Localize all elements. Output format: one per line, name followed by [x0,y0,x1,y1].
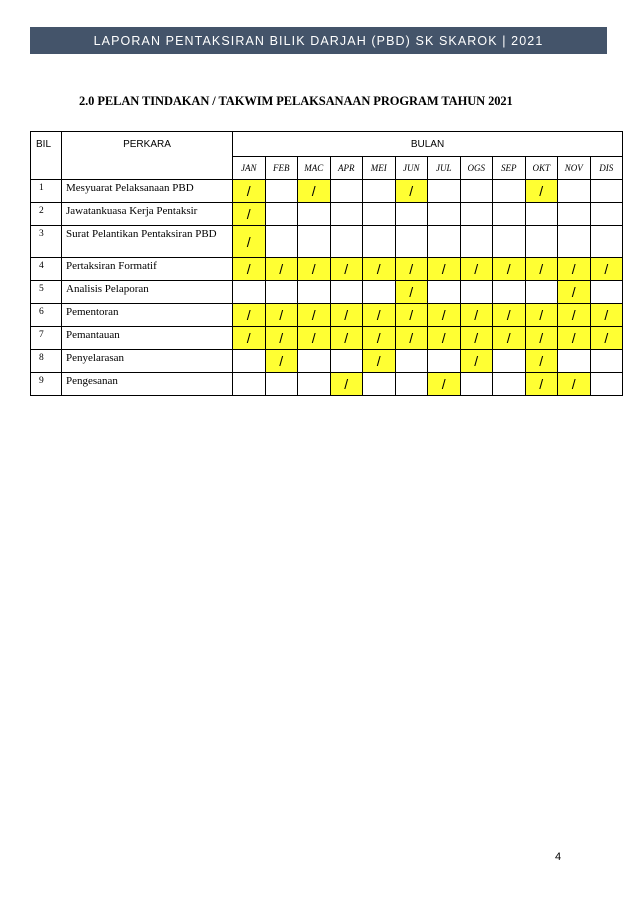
table-row [31,226,623,258]
slash-mark: / [409,183,414,199]
slash-mark: / [376,353,381,369]
month-empty-cell [233,373,266,396]
slash-mark: / [571,261,576,277]
slash-mark: / [376,330,381,346]
month-empty-cell [428,226,461,258]
month-empty-cell [590,226,623,258]
month-empty-cell [363,180,396,203]
month-mark-cell [233,180,266,203]
month-mark-cell [298,180,331,203]
section-title: 2.0 PELAN TINDAKAN / TAKWIM PELAKSANAAN PROGRAM TAHUN 2021 [79,94,513,108]
month-header: MEI [363,157,396,180]
month-empty-cell [363,281,396,304]
month-mark-cell [395,180,428,203]
month-mark-cell [395,258,428,281]
slash-mark: / [279,261,284,277]
slash-mark: / [441,307,446,323]
month-empty-cell [330,180,363,203]
row-number: 7 [31,327,62,350]
table-row [31,327,623,350]
month-empty-cell [460,180,493,203]
month-mark-cell [590,327,623,350]
month-mark-cell [298,304,331,327]
slash-mark: / [506,330,511,346]
month-mark-cell [558,373,591,396]
month-mark-cell [233,203,266,226]
row-number: 9 [31,373,62,396]
month-empty-cell [558,180,591,203]
slash-mark: / [441,261,446,277]
month-mark-cell [493,327,526,350]
month-empty-cell [493,203,526,226]
activity-name: Pengesanan [62,373,233,396]
month-header: APR [330,157,363,180]
month-empty-cell [330,203,363,226]
month-empty-cell [460,203,493,226]
month-empty-cell [460,373,493,396]
month-mark-cell [265,350,298,373]
slash-mark: / [311,183,316,199]
month-mark-cell [395,304,428,327]
slash-mark: / [246,261,251,277]
slash-mark: / [246,233,251,250]
month-empty-cell [395,203,428,226]
slash-mark: / [539,330,544,346]
slash-mark: / [409,330,414,346]
month-empty-cell [265,281,298,304]
month-empty-cell [590,373,623,396]
slash-mark: / [571,307,576,323]
month-empty-cell [590,203,623,226]
month-mark-cell [460,350,493,373]
month-empty-cell [428,180,461,203]
month-mark-cell [558,258,591,281]
month-header: JUN [395,157,428,180]
month-mark-cell [558,281,591,304]
slash-mark: / [539,261,544,277]
month-mark-cell [428,327,461,350]
month-empty-cell [330,281,363,304]
month-mark-cell [363,350,396,373]
slash-mark: / [506,261,511,277]
month-empty-cell [493,180,526,203]
month-empty-cell [590,180,623,203]
slash-mark: / [571,284,576,300]
table-row [31,180,623,203]
month-empty-cell [590,350,623,373]
slash-mark: / [279,353,284,369]
slash-mark: / [376,307,381,323]
month-empty-cell [363,226,396,258]
month-mark-cell [525,258,558,281]
month-empty-cell [363,373,396,396]
month-mark-cell [298,258,331,281]
month-empty-cell [395,350,428,373]
month-mark-cell [525,350,558,373]
slash-mark: / [604,330,609,346]
month-empty-cell [298,203,331,226]
slash-mark: / [571,330,576,346]
month-mark-cell [525,373,558,396]
month-mark-cell [525,327,558,350]
slash-mark: / [279,330,284,346]
month-empty-cell [590,281,623,304]
month-mark-cell [460,327,493,350]
slash-mark: / [539,183,544,199]
month-empty-cell [298,350,331,373]
slash-mark: / [474,353,479,369]
slash-mark: / [344,330,349,346]
month-empty-cell [558,203,591,226]
month-empty-cell [428,281,461,304]
month-empty-cell [298,373,331,396]
slash-mark: / [344,261,349,277]
month-empty-cell [525,203,558,226]
month-empty-cell [493,373,526,396]
month-header: OGS [460,157,493,180]
slash-mark: / [246,330,251,346]
month-mark-cell [395,327,428,350]
slash-mark: / [246,206,251,222]
slash-mark: / [539,353,544,369]
table-header-row [31,132,623,157]
month-empty-cell [330,226,363,258]
month-empty-cell [460,226,493,258]
table-row [31,304,623,327]
month-empty-cell [525,226,558,258]
month-empty-cell [330,350,363,373]
slash-mark: / [376,261,381,277]
month-header: FEB [265,157,298,180]
month-empty-cell [493,350,526,373]
month-empty-cell [395,373,428,396]
slash-mark: / [539,307,544,323]
month-mark-cell [460,258,493,281]
slash-mark: / [409,284,414,300]
table-row [31,373,623,396]
activity-name: Pertaksiran Formatif [62,258,233,281]
month-header: JAN [233,157,266,180]
month-mark-cell [298,327,331,350]
month-empty-cell [493,226,526,258]
slash-mark: / [474,330,479,346]
month-mark-cell [330,304,363,327]
month-empty-cell [363,203,396,226]
row-number: 4 [31,258,62,281]
slash-mark: / [409,307,414,323]
activity-name: Analisis Pelaporan [62,281,233,304]
month-mark-cell [395,281,428,304]
month-header: SEP [493,157,526,180]
month-empty-cell [493,281,526,304]
column-header-bil: BIL [31,132,62,180]
month-header: NOV [558,157,591,180]
month-mark-cell [330,373,363,396]
month-mark-cell [265,258,298,281]
month-mark-cell [233,258,266,281]
table-body [31,180,623,396]
row-number: 6 [31,304,62,327]
slash-mark: / [311,307,316,323]
month-empty-cell [265,203,298,226]
slash-mark: / [311,330,316,346]
month-mark-cell [330,327,363,350]
month-mark-cell [493,304,526,327]
month-mark-cell [363,327,396,350]
month-mark-cell [590,304,623,327]
month-mark-cell [590,258,623,281]
table-row [31,281,623,304]
slash-mark: / [474,261,479,277]
month-empty-cell [395,226,428,258]
activity-name: Jawatankuasa Kerja Pentaksir [62,203,233,226]
month-empty-cell [298,226,331,258]
slash-mark: / [571,376,576,392]
program-schedule-table [30,131,623,396]
row-number: 1 [31,180,62,203]
month-mark-cell [265,304,298,327]
month-empty-cell [428,350,461,373]
month-mark-cell [233,327,266,350]
report-header-bar [30,27,607,54]
month-mark-cell [233,226,266,258]
month-empty-cell [558,226,591,258]
activity-name: Penyelarasan [62,350,233,373]
slash-mark: / [344,376,349,392]
month-empty-cell [265,373,298,396]
month-header: MAC [298,157,331,180]
slash-mark: / [539,376,544,392]
slash-mark: / [311,261,316,277]
month-empty-cell [265,180,298,203]
slash-mark: / [409,261,414,277]
table-row [31,258,623,281]
row-number: 2 [31,203,62,226]
column-header-perkara: PERKARA [62,132,233,180]
slash-mark: / [604,261,609,277]
month-mark-cell [493,258,526,281]
month-mark-cell [265,327,298,350]
month-mark-cell [460,304,493,327]
month-mark-cell [233,304,266,327]
month-mark-cell [428,258,461,281]
slash-mark: / [279,307,284,323]
slash-mark: / [246,183,251,199]
activity-name: Surat Pelantikan Pentaksiran PBD [62,226,233,258]
page-number: 4 [555,851,562,863]
month-empty-cell [558,350,591,373]
slash-mark: / [344,307,349,323]
row-number: 8 [31,350,62,373]
slash-mark: / [506,307,511,323]
month-empty-cell [460,281,493,304]
slash-mark: / [441,376,446,392]
report-header-title: LAPORAN PENTAKSIRAN BILIK DARJAH (PBD) SK SKAROK | 2021 [93,33,544,48]
month-header: JUL [428,157,461,180]
month-empty-cell [233,281,266,304]
row-number: 3 [31,226,62,258]
month-mark-cell [428,373,461,396]
month-empty-cell [428,203,461,226]
month-header: DIS [590,157,623,180]
month-mark-cell [330,258,363,281]
month-mark-cell [363,258,396,281]
table-row [31,203,623,226]
month-header: OKT [525,157,558,180]
slash-mark: / [474,307,479,323]
month-mark-cell [525,304,558,327]
activity-name: Pementoran [62,304,233,327]
table-row [31,350,623,373]
month-empty-cell [233,350,266,373]
month-mark-cell [558,304,591,327]
month-empty-cell [525,281,558,304]
activity-name: Mesyuarat Pelaksanaan PBD [62,180,233,203]
month-mark-cell [525,180,558,203]
column-header-bulan: BULAN [233,132,623,157]
month-mark-cell [558,327,591,350]
slash-mark: / [246,307,251,323]
row-number: 5 [31,281,62,304]
slash-mark: / [604,307,609,323]
month-mark-cell [363,304,396,327]
month-empty-cell [265,226,298,258]
slash-mark: / [441,330,446,346]
month-mark-cell [428,304,461,327]
activity-name: Pemantauan [62,327,233,350]
month-empty-cell [298,281,331,304]
